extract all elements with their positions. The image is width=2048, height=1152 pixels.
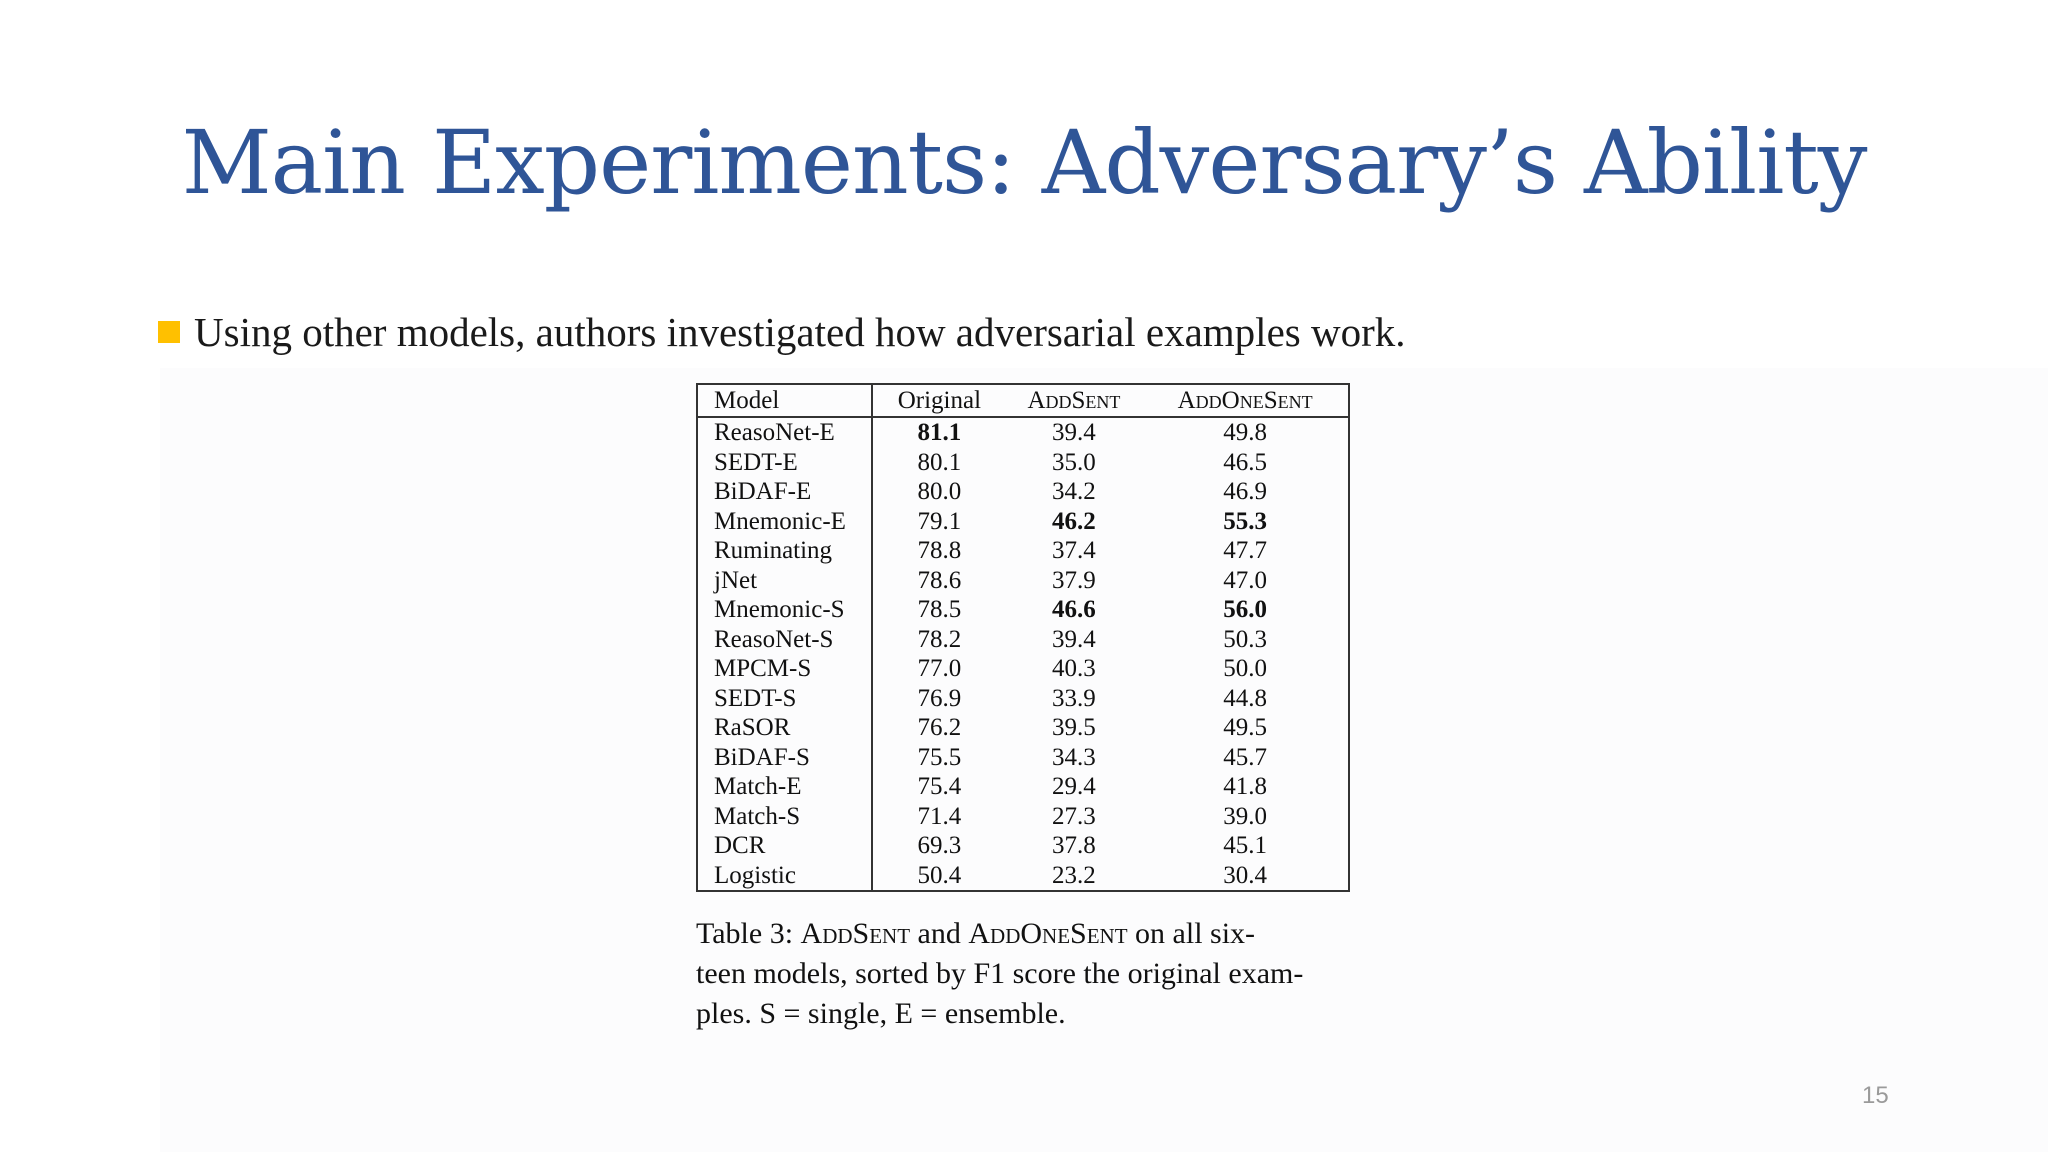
bullet-text: Using other models, authors investigated how adversarial examples work. <box>194 309 1406 355</box>
caption-line-1 <box>696 914 1356 954</box>
cell-addsent: 46.6 <box>1052 596 1096 623</box>
cell-original: 75.5 <box>917 743 962 771</box>
cell-model: Ruminating <box>697 536 872 566</box>
cell-addsent: 23.2 <box>1052 861 1096 889</box>
cell-original: 71.4 <box>917 802 962 830</box>
caption-term-addsent: AddSent <box>800 917 911 950</box>
cell-addsent: 39.4 <box>1052 419 1096 446</box>
table-caption <box>696 914 1356 1034</box>
bullet-square-icon <box>158 321 180 343</box>
cell-addsent: 39.5 <box>1052 714 1096 741</box>
table-row <box>697 595 1349 625</box>
cell-model: jNet <box>697 566 872 596</box>
cell-addonesent: 50.0 <box>1223 655 1267 682</box>
cell-addonesent: 45.1 <box>1223 832 1267 859</box>
caption-prefix: Table 3: <box>696 917 801 950</box>
cell-original: 77.0 <box>917 655 962 682</box>
table-row <box>697 448 1349 478</box>
cell-original: 78.5 <box>917 596 962 623</box>
cell-addsent: 40.3 <box>1052 655 1096 682</box>
cell-model: DCR <box>697 831 872 861</box>
cell-model: ReasoNet-E <box>697 417 872 448</box>
table-row <box>697 772 1349 802</box>
cell-original: 80.1 <box>917 448 962 476</box>
cell-addonesent: 44.8 <box>1223 684 1267 712</box>
cell-addonesent: 30.4 <box>1223 861 1267 889</box>
cell-original: 76.2 <box>917 714 962 741</box>
header-original: Original <box>872 384 1005 417</box>
cell-original: 69.3 <box>917 832 962 859</box>
page-number: 15 <box>1862 1082 1889 1109</box>
cell-model: MPCM-S <box>697 654 872 684</box>
cell-addsent: 27.3 <box>1052 802 1096 830</box>
table-row <box>697 654 1349 684</box>
cell-original: 78.8 <box>917 537 962 564</box>
table-row <box>697 625 1349 655</box>
caption-line-2: teen models, sorted by F1 score the original exam- <box>696 957 1304 990</box>
cell-addonesent: 46.5 <box>1223 448 1267 476</box>
cell-model: Mnemonic-S <box>697 595 872 625</box>
cell-addonesent: 56.0 <box>1223 596 1267 623</box>
cell-addsent: 37.9 <box>1052 566 1096 594</box>
table-row <box>697 861 1349 892</box>
caption-suffix: on all six- <box>1127 917 1256 950</box>
cell-addsent: 34.3 <box>1052 743 1096 771</box>
cell-addonesent: 41.8 <box>1223 773 1267 800</box>
table-row <box>697 713 1349 743</box>
caption-term-addonesent: AddOneSent <box>968 917 1128 950</box>
cell-addsent: 37.8 <box>1052 832 1096 859</box>
cell-addonesent: 55.3 <box>1223 507 1267 535</box>
cell-original: 81.1 <box>917 419 962 446</box>
cell-model: BiDAF-E <box>697 477 872 507</box>
header-model: Model <box>697 384 872 417</box>
cell-original: 80.0 <box>917 478 962 505</box>
cell-original: 78.2 <box>917 625 962 653</box>
cell-addsent: 29.4 <box>1052 773 1096 800</box>
cell-model: Match-S <box>697 802 872 832</box>
header-addonesent: AddOneSent <box>1142 384 1349 417</box>
table-body <box>697 417 1349 891</box>
table-row <box>697 417 1349 448</box>
cell-addonesent: 49.8 <box>1223 419 1267 446</box>
cell-addsent: 37.4 <box>1052 537 1096 564</box>
table-row <box>697 477 1349 507</box>
results-table <box>696 383 1350 892</box>
table-row <box>697 536 1349 566</box>
slide-title: Main Experiments: Adversary’s Ability <box>181 111 1867 214</box>
cell-original: 50.4 <box>917 861 962 889</box>
cell-model: SEDT-E <box>697 448 872 478</box>
cell-addonesent: 49.5 <box>1223 714 1267 741</box>
cell-original: 79.1 <box>917 507 962 535</box>
bullet-item <box>158 306 1405 358</box>
table-header-row <box>697 384 1349 417</box>
cell-addsent: 33.9 <box>1052 684 1096 712</box>
cell-original: 78.6 <box>917 566 962 594</box>
caption-line-3: ples. S = single, E = ensemble. <box>696 997 1066 1030</box>
cell-addonesent: 47.0 <box>1223 566 1267 594</box>
cell-addsent: 46.2 <box>1052 507 1096 535</box>
cell-addonesent: 46.9 <box>1223 478 1267 505</box>
table-row <box>697 743 1349 773</box>
cell-addonesent: 50.3 <box>1223 625 1267 653</box>
cell-addonesent: 47.7 <box>1223 537 1267 564</box>
cell-original: 76.9 <box>917 684 962 712</box>
cell-addsent: 34.2 <box>1052 478 1096 505</box>
header-addsent: AddSent <box>1006 384 1143 417</box>
cell-model: Logistic <box>697 861 872 892</box>
caption-and: and <box>910 917 969 950</box>
cell-original: 75.4 <box>917 773 962 800</box>
table-row <box>697 831 1349 861</box>
cell-model: RaSOR <box>697 713 872 743</box>
cell-addsent: 35.0 <box>1052 448 1096 476</box>
table-row <box>697 507 1349 537</box>
table-row <box>697 802 1349 832</box>
table-row <box>697 566 1349 596</box>
cell-model: SEDT-S <box>697 684 872 714</box>
cell-addsent: 39.4 <box>1052 625 1096 653</box>
cell-model: Mnemonic-E <box>697 507 872 537</box>
cell-model: Match-E <box>697 772 872 802</box>
cell-model: ReasoNet-S <box>697 625 872 655</box>
cell-addonesent: 45.7 <box>1223 743 1267 771</box>
table-row <box>697 684 1349 714</box>
cell-addonesent: 39.0 <box>1223 802 1267 830</box>
cell-model: BiDAF-S <box>697 743 872 773</box>
